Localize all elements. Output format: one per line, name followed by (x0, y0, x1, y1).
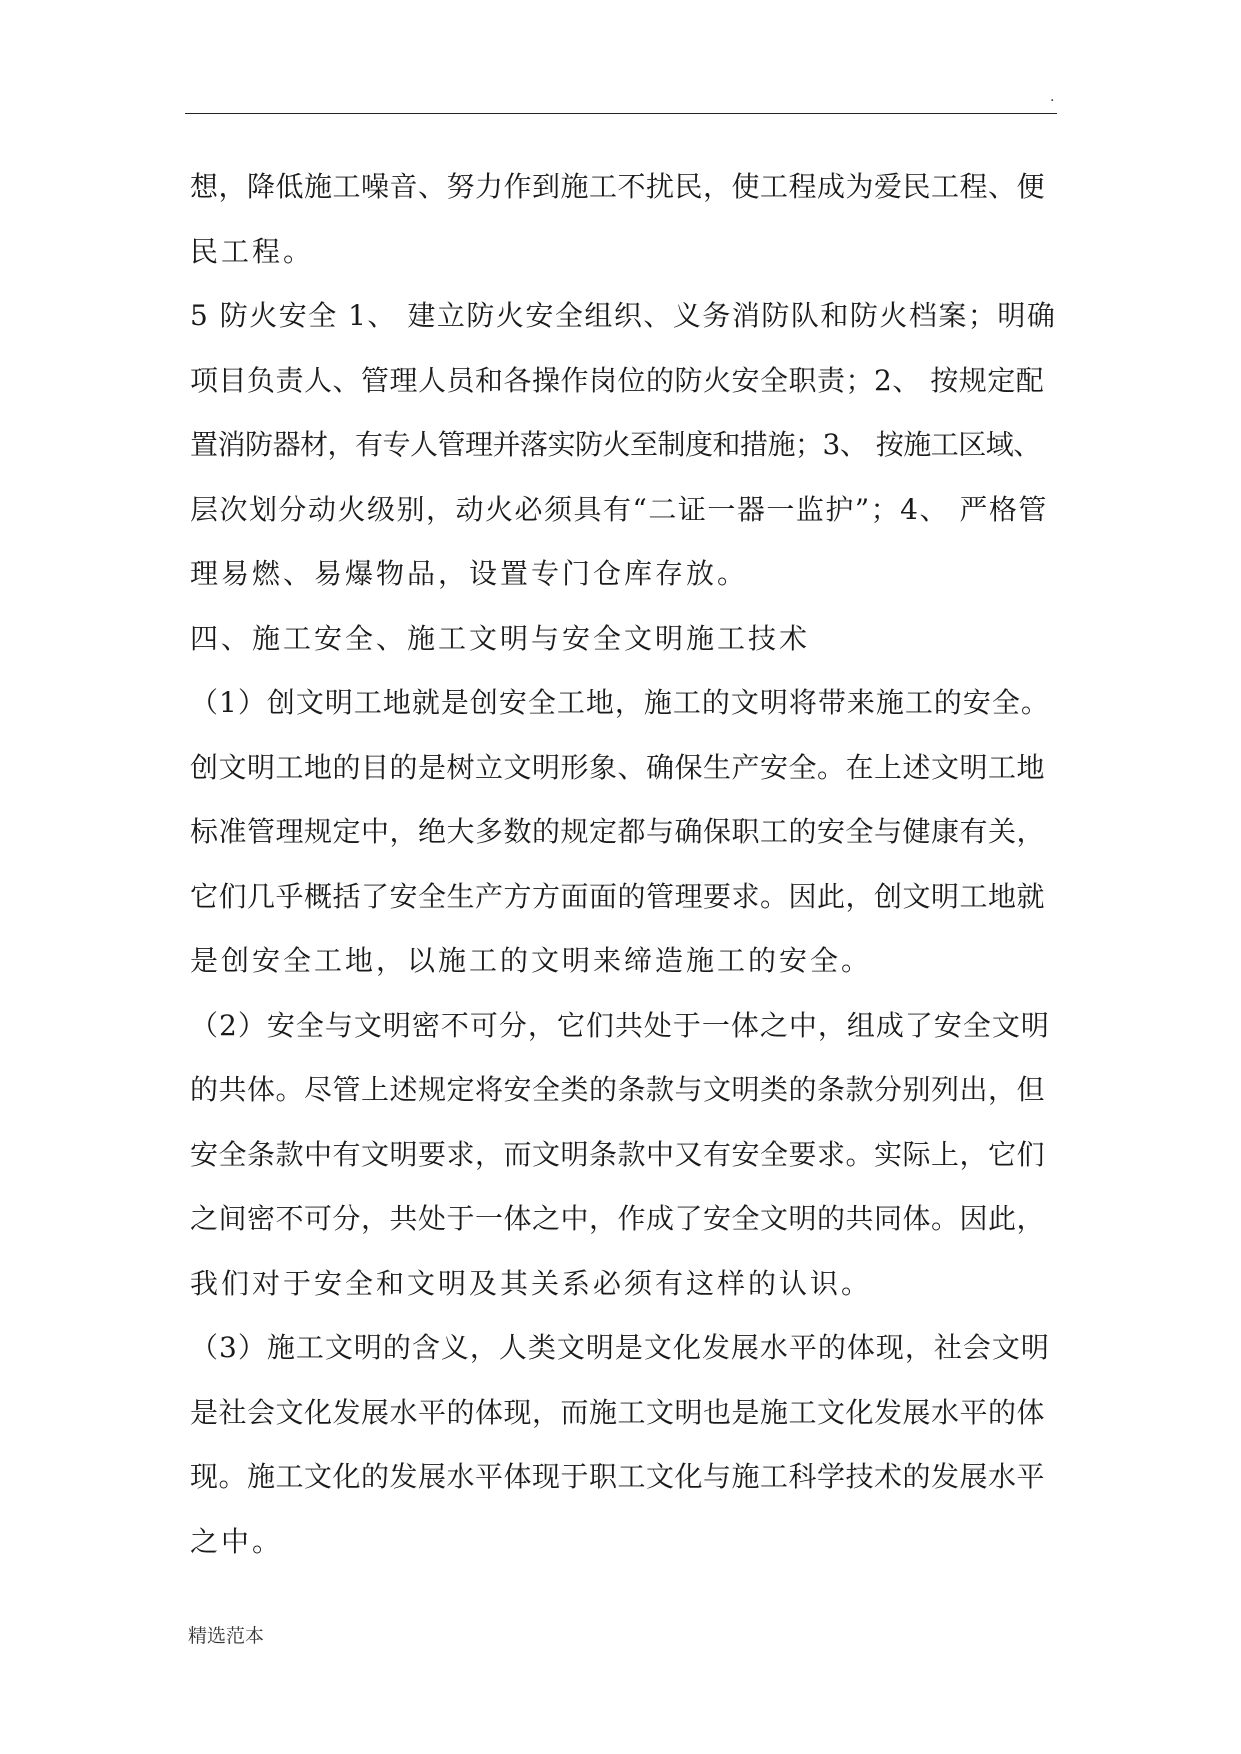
text-line-5: 置消防器材，有专人管理并落实防火至制度和措施；3、 按施工区域、 (190, 428, 1041, 461)
document-body (190, 155, 1056, 1574)
header-mark: . (1050, 89, 1055, 105)
text-line-13: 是创安全工地，以施工的文明来缔造施工的安全。 (190, 944, 873, 977)
text-line-18: 我们对于安全和文明及其关系必须有这样的认识。 (190, 1266, 873, 1300)
text-line-7: 理易燃、易爆物品，设置专门仓库存放。 (190, 557, 749, 590)
text-line-20: 是社会文化发展水平的体现，而施工文明也是施工文化发展水平的体 (190, 1395, 1046, 1429)
text-line-6: 层次划分动火级别，动火必须具有“二证一器一监护”；4、 严格管 (190, 492, 1048, 526)
text-line-4: 项目负责人、管理人员和各操作岗位的防火安全职责；2、 按规定配 (190, 363, 1045, 397)
text-line-19: （3）施工文明的含义，人类文明是文化发展水平的体现，社会文明 (190, 1331, 1050, 1364)
text-line-15: 的共体。尽管上述规定将安全类的条款与文明类的条款分别列出，但 (190, 1073, 1046, 1106)
text-line-10: 创文明工地的目的是树立文明形象、确保生产安全。在上述文明工地 (190, 750, 1046, 784)
text-line-11: 标准管理规定中，绝大多数的规定都与确保职工的安全与健康有关， (190, 815, 1046, 848)
text-line-21: 现。施工文化的发展水平体现于职工文化与施工科学技术的发展水平 (190, 1460, 1046, 1493)
section-heading: 四、施工安全、施工文明与安全文明施工技术 (190, 621, 811, 655)
text-line-9: （1）创文明工地就是创安全工地，施工的文明将带来施工的安全。 (190, 686, 1050, 719)
text-line-17: 之间密不可分，共处于一体之中，作成了安全文明的共同体。因此， (190, 1202, 1046, 1235)
text-line-3: 5 防火安全 1、 建立防火安全组织、义务消防队和防火档案；明确 (190, 299, 1057, 332)
text-line-22: 之中。 (190, 1524, 284, 1558)
text-line-12: 它们几乎概括了安全生产方方面面的管理要求。因此，创文明工地就 (190, 879, 1046, 913)
footer-label: 精选范本 (188, 1625, 265, 1647)
text-line-1: 想，降低施工噪音、努力作到施工不扰民，使工程成为爱民工程、便 (190, 170, 1046, 203)
text-line-16: 安全条款中有文明要求，而文明条款中又有安全要求。实际上，它们 (190, 1137, 1046, 1171)
text-line-2: 民工程。 (190, 234, 315, 268)
text-line-14: （2）安全与文明密不可分，它们共处于一体之中，组成了安全文明 (190, 1008, 1050, 1042)
header-rule (185, 113, 1057, 114)
